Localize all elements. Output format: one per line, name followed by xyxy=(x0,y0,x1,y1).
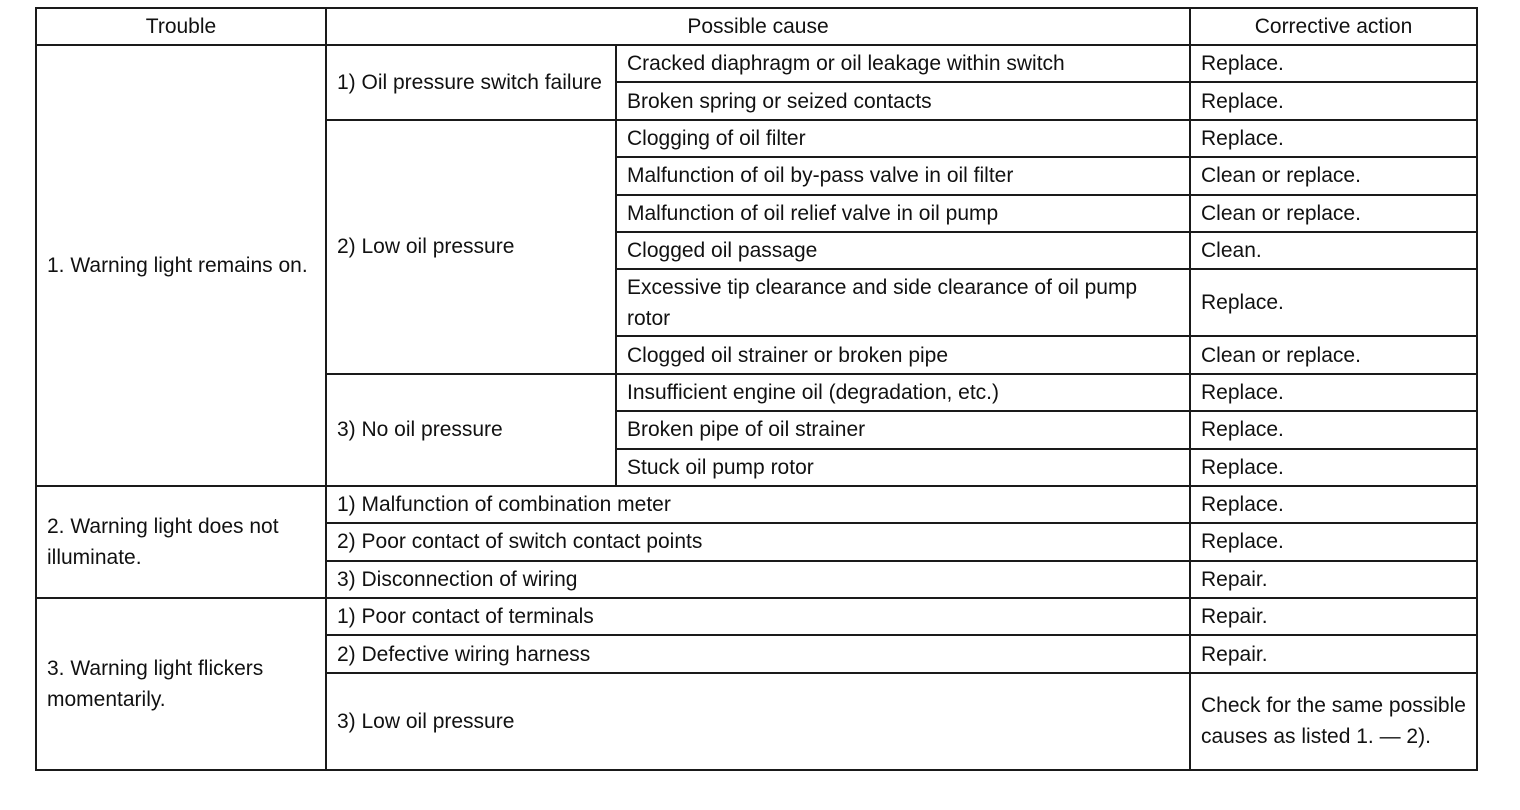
action-cell: Repair. xyxy=(1190,598,1477,635)
cause-detail-cell: Stuck oil pump rotor xyxy=(616,449,1190,486)
cause-cell: 3) Disconnection of wiring xyxy=(326,561,1190,598)
action-cell: Replace. xyxy=(1190,486,1477,523)
action-cell: Replace. xyxy=(1190,45,1477,82)
cause-cell: 3) Low oil pressure xyxy=(326,673,1190,770)
cause-detail-cell: Cracked diaphragm or oil leakage within switch xyxy=(616,45,1190,82)
action-cell: Replace. xyxy=(1190,449,1477,486)
action-cell: Clean or replace. xyxy=(1190,336,1477,373)
cause-cell: 1) Malfunction of combination meter xyxy=(326,486,1190,523)
cause-cell: 3) No oil pressure xyxy=(326,374,616,486)
action-cell: Check for the same possible causes as listed 1. — 2). xyxy=(1190,673,1477,770)
action-cell: Replace. xyxy=(1190,523,1477,560)
action-cell: Replace. xyxy=(1190,120,1477,157)
cause-cell: 2) Defective wiring harness xyxy=(326,635,1190,672)
cause-detail-cell: Malfunction of oil relief valve in oil pump xyxy=(616,195,1190,232)
cause-cell: 2) Poor contact of switch contact points xyxy=(326,523,1190,560)
action-cell: Replace. xyxy=(1190,82,1477,119)
table-row xyxy=(36,598,1477,635)
cause-cell: 2) Low oil pressure xyxy=(326,120,616,374)
action-cell: Replace. xyxy=(1190,374,1477,411)
action-cell: Repair. xyxy=(1190,635,1477,672)
trouble-cell: 3. Warning light flickers momentarily. xyxy=(36,598,326,770)
action-cell: Clean. xyxy=(1190,232,1477,269)
table-row xyxy=(36,486,1477,523)
cause-detail-cell: Malfunction of oil by-pass valve in oil filter xyxy=(616,157,1190,194)
cause-detail-cell: Clogged oil passage xyxy=(616,232,1190,269)
trouble-cell: 2. Warning light does not illuminate. xyxy=(36,486,326,598)
cause-detail-cell: Clogging of oil filter xyxy=(616,120,1190,157)
cause-detail-cell: Broken pipe of oil strainer xyxy=(616,411,1190,448)
action-cell: Clean or replace. xyxy=(1190,195,1477,232)
cause-detail-cell: Insufficient engine oil (degradation, etc.) xyxy=(616,374,1190,411)
action-cell: Repair. xyxy=(1190,561,1477,598)
action-cell: Replace. xyxy=(1190,269,1477,336)
header-trouble: Trouble xyxy=(36,8,326,45)
cause-cell: 1) Oil pressure switch failure xyxy=(326,45,616,120)
header-corrective-action: Corrective action xyxy=(1190,8,1477,45)
trouble-cell: 1. Warning light remains on. xyxy=(36,45,326,486)
cause-detail-cell: Broken spring or seized contacts xyxy=(616,82,1190,119)
table-row xyxy=(36,45,1477,82)
cause-detail-cell: Excessive tip clearance and side clearance of oil pump rotor xyxy=(616,269,1190,336)
cause-detail-cell: Clogged oil strainer or broken pipe xyxy=(616,336,1190,373)
header-row xyxy=(36,8,1477,45)
cause-cell: 1) Poor contact of terminals xyxy=(326,598,1190,635)
header-possible-cause: Possible cause xyxy=(326,8,1190,45)
troubleshooting-table xyxy=(35,7,1478,771)
action-cell: Replace. xyxy=(1190,411,1477,448)
action-cell: Clean or replace. xyxy=(1190,157,1477,194)
